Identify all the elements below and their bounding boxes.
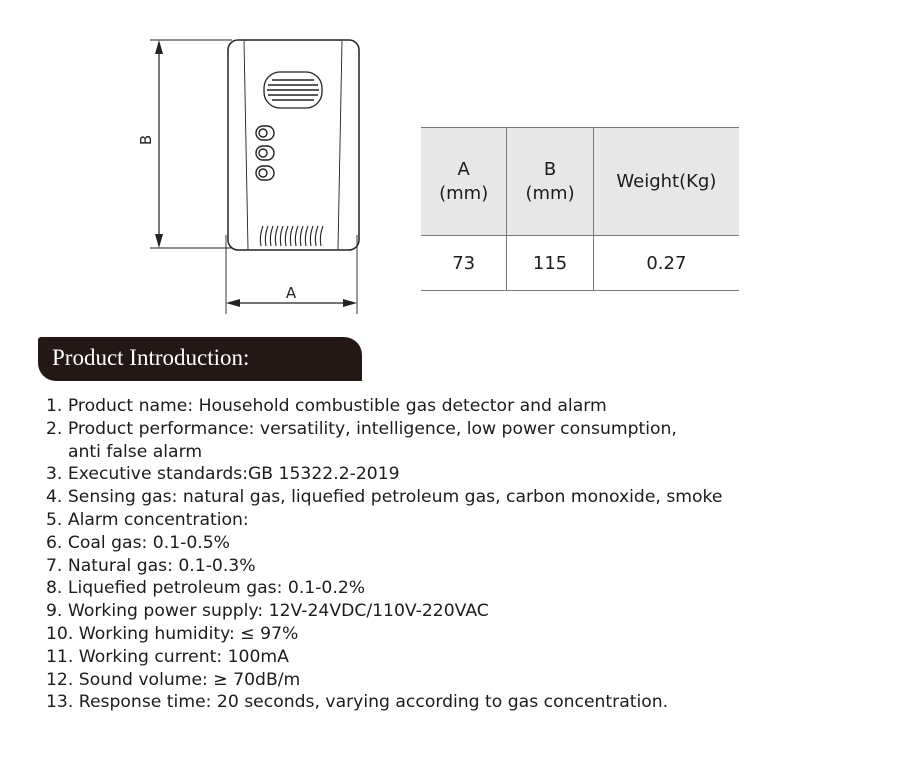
header-a	[421, 128, 507, 236]
list-item: 1. Product name: Household combustible gas detector and alarm	[46, 396, 607, 416]
detector-dimension-drawing	[0, 0, 400, 330]
header-b-unit: (mm)	[525, 182, 575, 204]
header-a-label: A	[457, 158, 470, 180]
header-weight-label: Weight(Kg)	[616, 170, 717, 192]
section-banner	[38, 337, 362, 381]
list-item: 8. Liquefied petroleum gas: 0.1-0.2%	[46, 578, 366, 599]
header-a-unit: (mm)	[439, 182, 489, 204]
list-item: 12. Sound volume: ≥ 70dB/m	[46, 669, 301, 690]
cell-b: 115	[507, 236, 593, 291]
list-item: 10. Working humidity: ≤ 97%	[46, 623, 299, 644]
table-header-row	[421, 128, 739, 236]
header-weight	[593, 128, 739, 236]
cell-a: 73	[421, 236, 507, 291]
header-b	[507, 128, 593, 236]
product-introduction-list	[46, 395, 722, 714]
list-item: 3. Executive standards:GB 15322.2-2019	[46, 464, 400, 485]
list-item-continuation: anti false alarm	[68, 441, 203, 462]
list-item: 9. Working power supply: 12V-24VDC/110V-220VAC	[46, 601, 489, 622]
dimension-a-label: A	[285, 284, 297, 302]
dimension-b-label: B	[137, 134, 155, 146]
list-item: 11. Working current: 100mA	[46, 646, 289, 667]
table-row	[421, 236, 739, 291]
list-item: 5. Alarm concentration:	[46, 509, 249, 530]
list-item: 6. Coal gas: 0.1-0.5%	[46, 532, 231, 553]
section-title: Product Introduction:	[52, 345, 250, 370]
list-item: 4. Sensing gas: natural gas, liquefied petroleum gas, carbon monoxide, smoke	[46, 487, 723, 508]
dimension-spec-table	[421, 127, 739, 291]
cell-weight: 0.27	[593, 236, 739, 291]
header-b-label: B	[543, 158, 557, 180]
list-item: 7. Natural gas: 0.1-0.3%	[46, 555, 256, 576]
list-item: 2. Product performance: versatility, intelligence, low power consumption,	[46, 418, 677, 439]
list-item: 13. Response time: 20 seconds, varying according to gas concentration.	[46, 692, 669, 713]
